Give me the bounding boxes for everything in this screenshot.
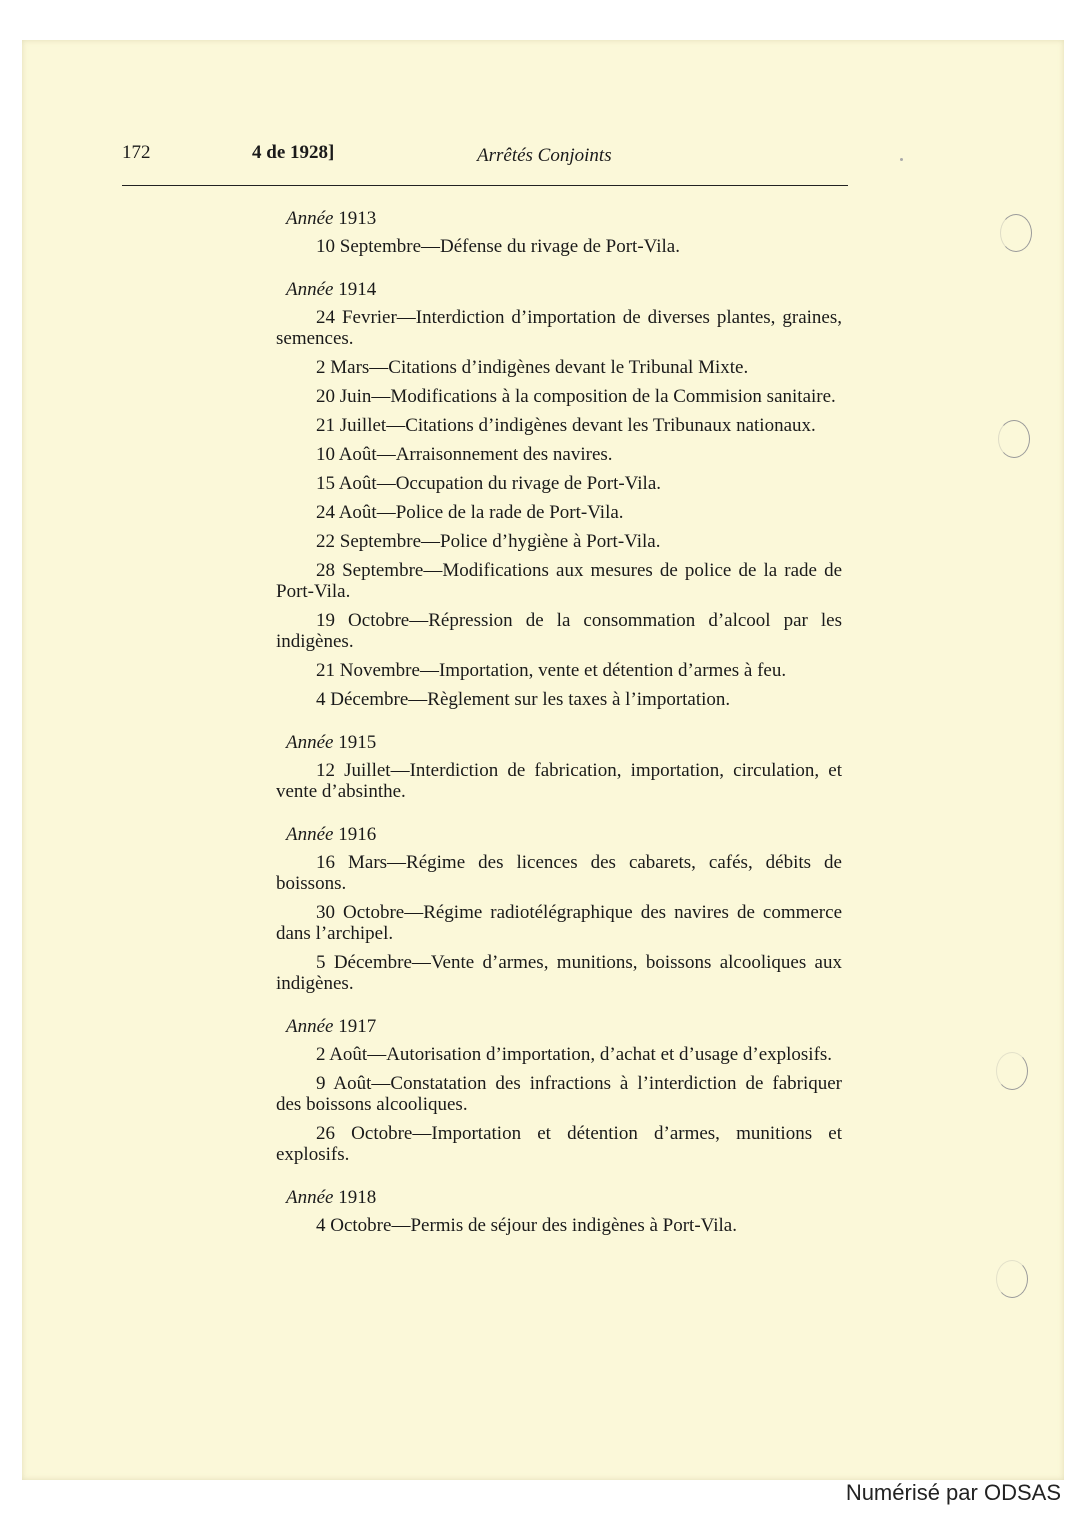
- header-rule: [122, 185, 848, 186]
- page-header: [122, 142, 848, 172]
- punch-hole: [1000, 214, 1032, 252]
- running-title: Arrêtés Conjoints: [477, 145, 612, 166]
- year-label: Année: [286, 732, 334, 753]
- year-label: Année: [286, 1016, 334, 1037]
- year-heading: [286, 1016, 842, 1037]
- paper-speck: [900, 158, 903, 161]
- year-label: Année: [286, 824, 334, 845]
- year-heading: [286, 279, 842, 300]
- year-value: 1916: [338, 824, 377, 845]
- year-heading: [286, 208, 842, 229]
- year-label: Année: [286, 1187, 334, 1208]
- decree-entry: 5 Décembre—Vente d’armes, munitions, boissons alcooliques aux indigènes.: [276, 952, 842, 994]
- year-section-1913: [276, 208, 842, 257]
- document-reference: 4 de 1928]: [252, 142, 335, 163]
- decree-entry: 2 Mars—Citations d’indigènes devant le Tribunal Mixte.: [316, 357, 749, 378]
- decree-entry: 24 Août—Police de la rade de Port-Vila.: [316, 502, 624, 523]
- decree-entry: 19 Octobre—Répression de la consommation d’alcool par les indigènes.: [276, 610, 842, 652]
- year-section-1916: [276, 824, 842, 994]
- year-heading: [286, 1187, 842, 1208]
- decree-entry: 24 Fevrier—Interdiction d’importation de diverses plantes, graines, semences.: [276, 307, 842, 349]
- year-label: Année: [286, 208, 334, 229]
- punch-hole: [996, 1052, 1028, 1090]
- decree-entry: 10 Septembre—Défense du rivage de Port-Vila.: [316, 236, 680, 257]
- decree-entry: 12 Juillet—Interdiction de fabrication, importation, circulation, et vente d’absinthe.: [276, 760, 842, 802]
- year-value: 1917: [338, 1016, 377, 1037]
- digitization-watermark: Numérisé par ODSAS: [845, 1480, 1061, 1505]
- decree-entry: 2 Août—Autorisation d’importation, d’achat et d’usage d’explosifs.: [316, 1044, 833, 1065]
- decree-entry: 28 Septembre—Modifications aux mesures de police de la rade de Port-Vila.: [276, 560, 842, 602]
- decree-entry: 21 Novembre—Importation, vente et détention d’armes à feu.: [316, 660, 787, 681]
- year-value: 1918: [338, 1187, 377, 1208]
- decree-entry: 21 Juillet—Citations d’indigènes devant les Tribunaux nationaux.: [316, 415, 816, 436]
- year-section-1914: [276, 279, 842, 710]
- year-value: 1915: [338, 732, 377, 753]
- year-value: 1914: [338, 279, 377, 300]
- decree-entry: 26 Octobre—Importation et détention d’armes, munitions et explosifs.: [276, 1123, 842, 1165]
- year-value: 1913: [338, 208, 377, 229]
- decree-entry: 10 Août—Arraisonnement des navires.: [316, 444, 613, 465]
- punch-hole: [996, 1260, 1028, 1298]
- page-number: 172: [122, 142, 151, 163]
- year-section-1915: [276, 732, 842, 802]
- decree-entry: 22 Septembre—Police d’hygiène à Port-Vila.: [316, 531, 661, 552]
- year-label: Année: [286, 279, 334, 300]
- year-heading: [286, 732, 842, 753]
- year-section-1917: [276, 1016, 842, 1165]
- decree-entry: 4 Décembre—Règlement sur les taxes à l’importation.: [316, 689, 731, 710]
- punch-hole: [998, 420, 1030, 458]
- decree-entry: 4 Octobre—Permis de séjour des indigènes à Port-Vila.: [316, 1215, 737, 1236]
- year-heading: [286, 824, 842, 845]
- decree-list: [276, 208, 842, 1258]
- decree-entry: 30 Octobre—Régime radiotélégraphique des navires de commerce dans l’archipel.: [276, 902, 842, 944]
- decree-entry: 16 Mars—Régime des licences des cabarets, cafés, débits de boissons.: [276, 852, 842, 894]
- decree-entry: 9 Août—Constatation des infractions à l’interdiction de fabriquer des boissons alcooliques.: [276, 1073, 842, 1115]
- year-section-1918: [276, 1187, 842, 1236]
- decree-entry: 15 Août—Occupation du rivage de Port-Vila.: [316, 473, 662, 494]
- decree-entry: 20 Juin—Modifications à la composition de la Commision sanitaire.: [316, 386, 836, 407]
